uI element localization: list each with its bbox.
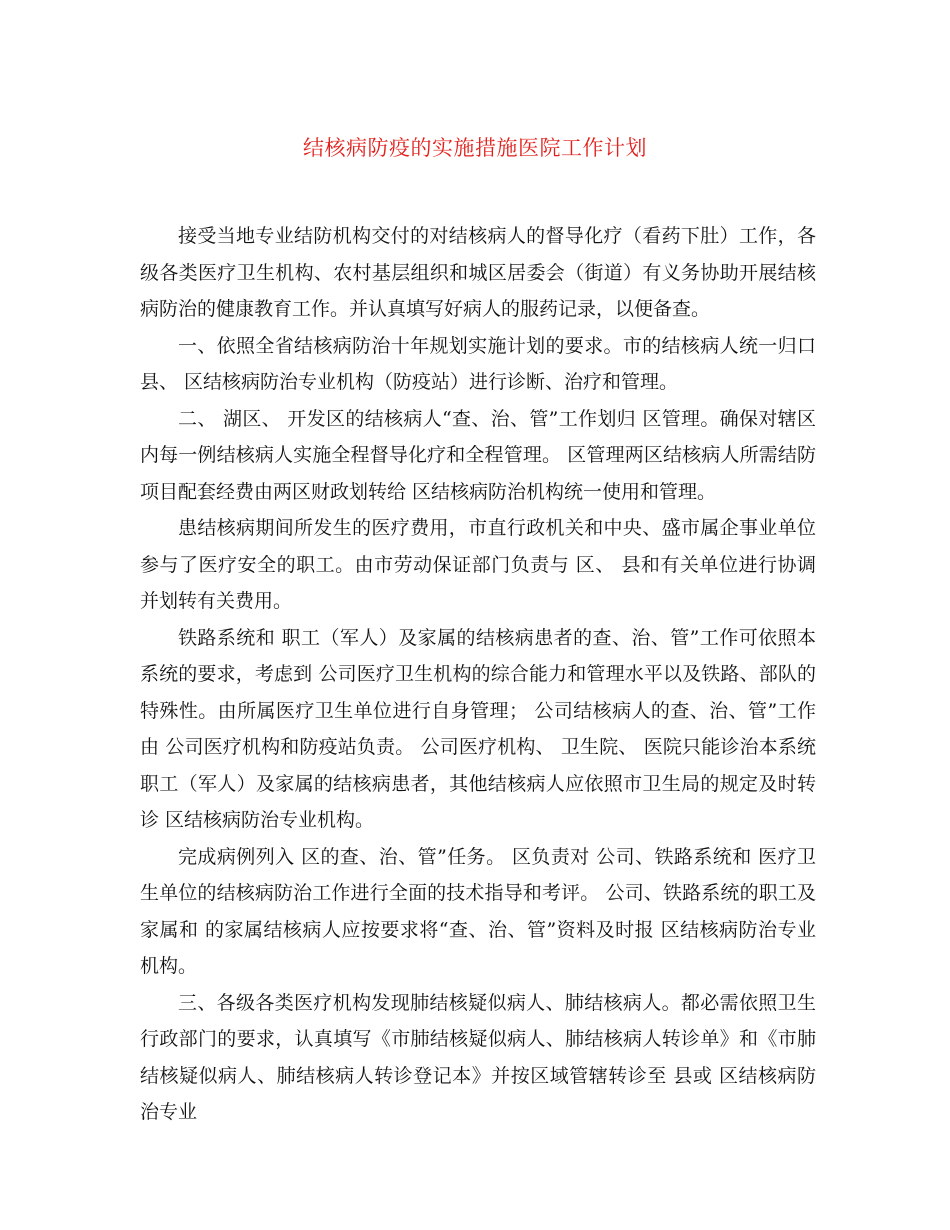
paragraph-4: 患结核病期间所发生的医疗费用，市直行政机关和中央、盛市属企事业单位参与了医疗安全的职工。由市劳动保证部门负责与 区、 县和有关单位进行协调并划转有关费用。 [140,517,816,612]
paragraph-6: 完成病例列入 区的查、治、管”任务。 区负责对 公司、铁路系统和 医疗卫生单位的结核病防治工作进行全面的技术指导和考评。 公司、铁路系统的职工及家属和 的家属结核病人应按要求将“查、治、管”资料及时报 区结核病防治专业机构。 [140,845,816,977]
document-title: 结核病防疫的实施措施医院工作计划 [303,136,647,160]
paragraph-3: 二、 湖区、 开发区的结核病人“查、治、管”工作划归 区管理。确保对辖区内每一例结核病人实施全程督导化疗和全程管理。 区管理两区结核病人所需结防项目配套经费由两区财政划转给 区结核病防治机构统一使用和管理。 [140,407,816,503]
paragraph-5: 铁路系统和 职工（军人）及家属的结核病患者的查、治、管”工作可依照本系统的要求，考虑到 公司医疗卫生机构的综合能力和管理水平以及铁路、部队的特殊性。由所属医疗卫生单位进行自身管理； 公司结核病人的查、治、管”工作由 公司医疗机构和防疫站负责。 公司医疗机构、 卫生院、 医院只能诊治本系统职工（军人）及家属的结核病患者，其他结核病人应依照市卫生局的规定及时转诊 区结核病防治专业机构。 [140,626,816,831]
document-body [140,218,816,1131]
paragraph-1: 接受当地专业结防机构交付的对结核病人的督导化疗（看药下肚）工作，各级各类医疗卫生机构、农村基层组织和城区居委会（街道）有义务协助开展结核病防治的健康教育工作。并认真填写好病人的服药记录，以便备查。 [140,225,816,320]
paragraph-7: 三、各级各类医疗机构发现肺结核疑似病人、肺结核病人。都必需依照卫生行政部门的要求，认真填写《市肺结核疑似病人、肺结核病人转诊单》和《市肺结核疑似病人、肺结核病人转诊登记本》并按区域管辖转诊至 县或 区结核病防治专业 [140,991,816,1123]
paragraph-2: 一、依照全省结核病防治十年规划实施计划的要求。市的结核病人统一归口县、 区结核病防治专业机构（防疫站）进行诊断、治疗和管理。 [140,334,816,393]
